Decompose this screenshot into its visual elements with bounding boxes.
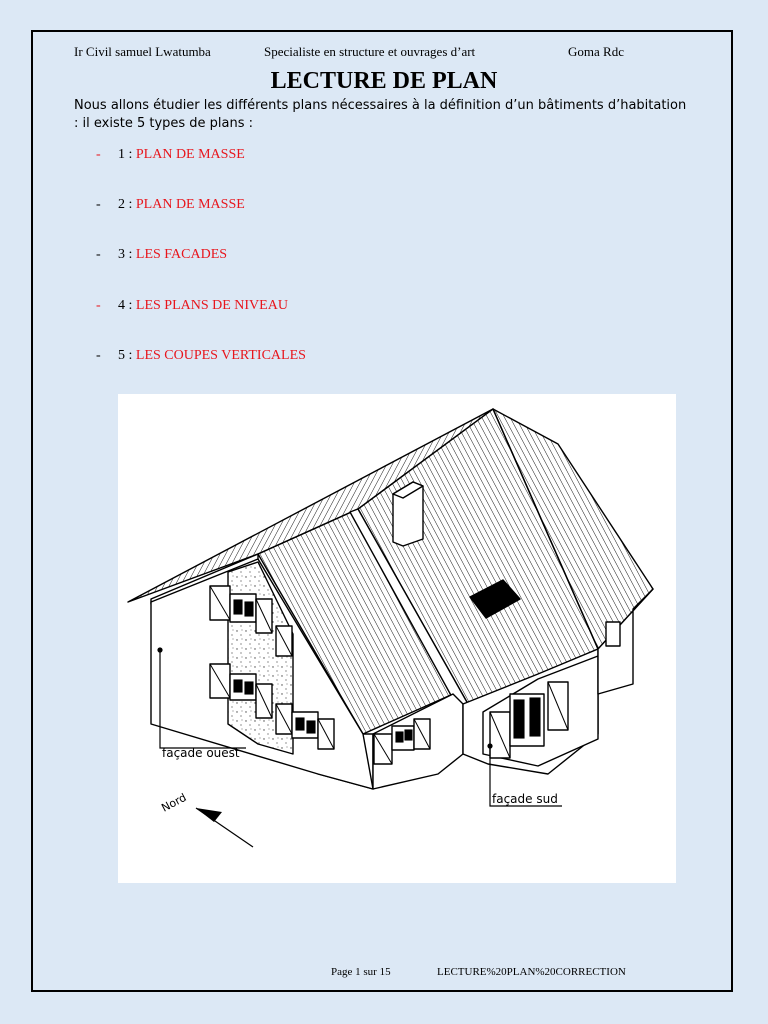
list-item [96, 298, 288, 314]
north-arrow-icon [159, 791, 253, 847]
list-label: LES FACADES [135, 247, 228, 262]
header-speciality: Specialiste en structure et ouvrages d’art [264, 44, 476, 59]
intro-paragraph: Nous allons étudier les différents plans nécessaires à la définition d’un bâtiments d’habitation : il existe 5 types de plans : [74, 98, 687, 131]
west-facade-label: façade ouest [162, 746, 240, 760]
list-item [96, 197, 245, 213]
list-label: LES COUPES VERTICALES [135, 348, 306, 363]
page-number: Page 1 sur 15 [331, 966, 391, 978]
list-bullet: - [96, 147, 101, 162]
list-label: LES PLANS DE NIVEAU [135, 298, 288, 313]
list-item [96, 147, 245, 163]
list-bullet: - [96, 298, 101, 313]
header-location: Goma Rdc [568, 44, 624, 59]
list-number: 3 : [118, 247, 133, 262]
list-number: 5 : [118, 348, 133, 363]
north-label: Nord [159, 790, 189, 815]
file-name: LECTURE%20PLAN%20CORRECTION [437, 966, 626, 978]
list-number: 2 : [118, 197, 133, 212]
list-bullet: - [96, 197, 101, 212]
list-item [96, 348, 306, 364]
house-illustration [118, 394, 676, 883]
list-number: 1 : [118, 147, 133, 162]
list-label: PLAN DE MASSE [135, 147, 245, 162]
list-bullet: - [96, 348, 101, 363]
list-number: 4 : [118, 298, 133, 313]
south-facade-label: façade sud [492, 792, 558, 806]
header-author: Ir Civil samuel Lwatumba [74, 44, 211, 59]
list-label: PLAN DE MASSE [135, 197, 245, 212]
list-item [96, 247, 227, 263]
list-bullet: - [96, 247, 101, 262]
page-title: LECTURE DE PLAN [270, 68, 498, 94]
